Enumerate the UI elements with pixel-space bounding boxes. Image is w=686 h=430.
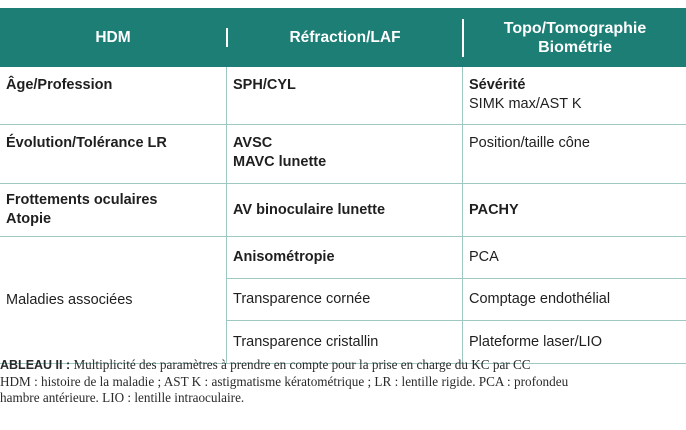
cell-hdm bbox=[0, 184, 226, 236]
cell-refraction: Transparence cristallin bbox=[226, 321, 462, 363]
caption-line-1 bbox=[0, 357, 686, 374]
cell-topo bbox=[462, 67, 686, 124]
cell-topo: PCA bbox=[462, 237, 686, 278]
cell-refraction bbox=[226, 125, 462, 183]
table-subrow bbox=[226, 279, 686, 321]
cell-topo: Comptage endothélial bbox=[462, 279, 686, 320]
header-topo-line1: Topo/Tomographie bbox=[503, 19, 647, 37]
cell-hdm: Évolution/Tolérance LR bbox=[6, 135, 167, 151]
cell-hdm-group: Maladies associées bbox=[6, 291, 133, 308]
caption-text-1: Multiplicité des paramètres à prendre en compte pour la prise en charge du KC par CC bbox=[70, 357, 531, 372]
cell-refraction: Anisométropie bbox=[226, 237, 462, 278]
cell-hdm: Âge/Profession bbox=[6, 77, 113, 93]
cell-refraction: AV binoculaire lunette bbox=[226, 184, 462, 236]
cell-topo: PACHY bbox=[462, 184, 686, 236]
cell-topo: Position/taille cône bbox=[462, 125, 686, 183]
table-row bbox=[0, 67, 686, 125]
caption-line-3: hambre antérieure. LIO : lentille intraoculaire. bbox=[0, 390, 245, 405]
cell-topo-line1: Sévérité bbox=[469, 77, 526, 93]
group-subrows bbox=[226, 237, 686, 363]
header-topo-line2: Biométrie bbox=[538, 38, 612, 56]
header-refraction: Réfraction/LAF bbox=[226, 28, 462, 47]
cell-topo-line2: SIMK max/AST K bbox=[469, 96, 582, 112]
table-row bbox=[0, 184, 686, 237]
table-group-row bbox=[0, 237, 686, 364]
cell-hdm-line1: Frottements oculaires bbox=[6, 192, 158, 208]
header-hdm: HDM bbox=[95, 29, 131, 46]
table-caption bbox=[0, 357, 686, 407]
cell-refraction: Transparence cornée bbox=[226, 279, 462, 320]
table-row bbox=[0, 125, 686, 184]
cell-refraction-line1: AVSC bbox=[233, 135, 273, 151]
cell-topo: Plateforme laser/LIO bbox=[462, 321, 686, 363]
parameters-table bbox=[0, 8, 686, 364]
table-header bbox=[0, 8, 686, 67]
table-subrow bbox=[226, 237, 686, 279]
header-topo bbox=[462, 19, 686, 57]
caption-label: ABLEAU II : bbox=[0, 358, 71, 372]
caption-line-2: HDM : histoire de la maladie ; AST K : astigmatisme kératométrique ; LR : lentille rigide. PCA : profondeu bbox=[0, 373, 569, 389]
cell-refraction-line2: MAVC lunette bbox=[233, 154, 327, 170]
cell-refraction: SPH/CYL bbox=[226, 67, 462, 124]
cell-hdm-line2: Atopie bbox=[6, 211, 52, 227]
